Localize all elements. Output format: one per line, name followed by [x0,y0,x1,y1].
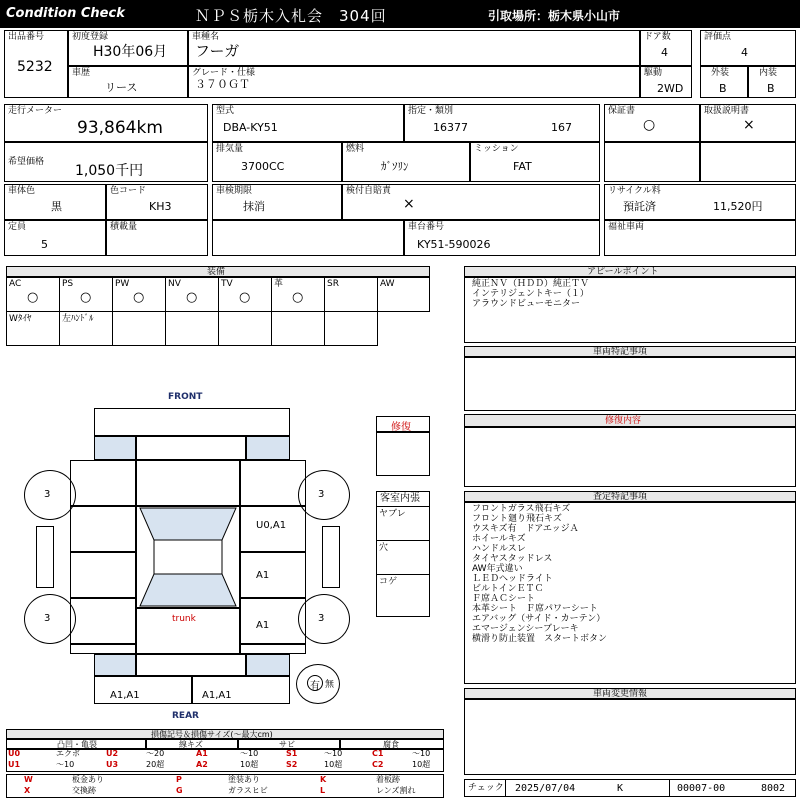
glass-outline [136,506,240,608]
header-center: ＮＰＳ栃木入札会 304回 [195,7,387,25]
legend-desc: ガラスヒビ [228,786,268,795]
name-value: フーガ [195,42,240,60]
reg-value: H30年06月 [93,44,168,60]
fuel-label: 燃料 [346,144,365,154]
damage-mark-rear-right-fender: A1 [256,620,270,631]
legend-extra-border [6,774,444,798]
price-box [4,142,208,182]
legend-code: P [176,775,182,784]
drive-box [640,66,692,98]
footer-divider [505,780,506,796]
note-line: ビルトインＥＴＣ [472,584,544,594]
legend-group-label: 凸凹・亀裂 [57,740,97,749]
recycle-amount: 11,520円 [713,200,763,213]
equip-cell-ps [59,277,113,312]
legend-code: C1 [372,749,384,758]
footer-code: 00007-00 [677,783,726,794]
rear-left-door[interactable] [70,552,136,598]
left-mirror[interactable] [36,526,54,588]
appeal-line: 純正ＮＶ（ＨＤＤ）純正ＴＶ [472,279,590,289]
note-line: 本革シート Ｆ席パワーシート [472,604,598,614]
legend-desc: 塗装あり [228,775,260,784]
legend-desc: 10超 [412,760,431,769]
note-line: Ｆ席ＡＣシート [472,594,536,604]
appeal-box [464,277,796,343]
legend-code: W [24,775,33,784]
displacement-box [212,142,342,182]
legend-code: A2 [196,760,208,769]
note-line: エアバッグ（サイド・カーテン） [472,614,606,624]
legend-group-label: サビ [279,740,295,749]
equip-label-leather: 革 [274,279,284,289]
lot-value: 5232 [17,59,53,75]
legend-desc: エクボ [56,749,80,758]
legend-code: G [176,786,183,795]
header-left: Condition Check [6,6,125,21]
name-box [188,30,640,66]
price-value: 1,050千円 [75,163,144,179]
recycle-label: リサイクル料 [608,186,661,196]
price-label: 希望価格 [8,157,45,167]
equip-cell-aw [377,277,430,312]
inspection-label: 車検期限 [216,186,253,196]
legend-code: U0 [8,749,21,758]
windshield[interactable] [140,508,236,540]
rear-right-door[interactable] [240,552,306,598]
header-bar [0,0,800,28]
equip2-cell [218,311,272,346]
spare-yes-label: 有 [310,681,320,692]
load-label: 積載量 [110,222,138,232]
history-label: 車歴 [72,68,91,78]
capacity-box [4,220,106,256]
front-bumper[interactable] [94,408,290,436]
interior-divider [377,506,429,507]
legend-group [238,739,340,749]
equip-cell-leather [271,277,325,312]
front-label: FRONT [168,392,203,402]
mileage-label: 走行メーター [8,106,63,116]
note-line: フロントガラス飛石キズ [472,504,571,514]
recycle-status: 預託済 [623,200,656,213]
tire-rear-right-value: 3 [318,613,325,624]
capacity-label: 定員 [8,222,27,232]
note-line: フロント廻り飛石キズ [472,514,562,524]
manual-value: × [743,117,755,133]
equip-label-aw: AW [380,279,395,289]
legend-code: U3 [106,760,119,769]
ext-box [700,66,748,98]
appeal-title: アピールポイント [587,267,659,277]
rear-bumper-left[interactable] [94,676,192,704]
special-box [464,357,796,411]
rear-right-light[interactable] [246,654,290,676]
equip-value-pw: ○ [133,290,145,305]
car-diagram [20,408,360,708]
designation-box [404,104,600,142]
equip2-label-lhd: 左ﾊﾝﾄﾞﾙ [62,314,94,324]
warranty-blank [604,142,700,182]
equipment-title-bar [6,266,430,277]
displacement-value: 3700CC [241,160,285,173]
repair-content [376,432,430,476]
notes-title-bar [464,491,796,502]
interior-divider [377,540,429,541]
vin-label: 車台番号 [408,222,445,232]
doors-label: ドア数 [644,32,671,42]
note-line: ウスキズ有 ドアエッジＡ [472,524,579,534]
color-value: 黒 [51,200,62,213]
tire-rear-left[interactable] [24,594,76,644]
designation-value2: 167 [551,121,572,134]
right-mirror[interactable] [322,526,340,588]
equip-value-tv: ○ [239,290,251,305]
grade-value: ３７０ＧＴ [195,78,250,91]
equip-cell-ac [6,277,60,312]
special-title: 車両特記事項 [593,347,648,357]
colorcode-label: 色コード [110,186,147,196]
legend-code: L [320,786,326,795]
rating-label: 評価点 [704,32,732,42]
tire-front-right-value: 3 [318,489,325,500]
rear-window[interactable] [140,574,236,606]
note-line: AW年式違い [472,564,523,574]
manual-blank [700,142,796,182]
equip2-cell [112,311,166,346]
footer-divider [669,780,670,796]
insurance-value: × [403,196,415,212]
model-box [212,104,404,142]
ext-label: 外装 [711,68,730,78]
insurance-box [342,184,600,220]
int-label: 内装 [759,68,778,78]
note-line: タイヤスタッドレス [472,554,553,564]
mileage-value: 93,864km [77,118,163,138]
interior-title: 客室内張 [380,493,420,504]
rear-left-quarter[interactable] [70,644,136,654]
legend-desc: ～10 [324,749,343,758]
note-line: ホイールキズ [472,534,526,544]
welfare-box [604,220,796,256]
legend-code: S1 [286,749,298,758]
legend-desc: ～10 [240,749,259,758]
history-box [68,66,188,98]
drive-value: 2WD [657,82,684,95]
notes-box [464,502,796,684]
manual-label: 取扱説明書 [704,106,750,116]
legend-code: C2 [372,760,384,769]
hood[interactable] [136,460,240,506]
legend-desc: ～10 [412,749,431,758]
equip-label-tv: TV [221,279,233,289]
legend-desc: 10超 [324,760,343,769]
insurance-label: 検付自賠責 [346,186,392,196]
load-box [106,220,208,256]
color-label: 車体色 [8,186,36,196]
legend-desc: 20超 [146,760,165,769]
reg-label: 初度登録 [72,32,109,42]
legend-group [146,739,238,749]
legend-desc: レンズ割れ [376,786,416,795]
equip-label-ac: AC [9,279,22,289]
legend-desc: 板金あり [72,775,104,784]
int-box [748,66,796,98]
int-value: B [767,82,775,95]
lot-label: 出品番号 [8,32,45,42]
legend-desc: ～20 [146,749,165,758]
footer-check-bar [464,779,796,797]
legend-code-border [6,749,444,772]
notes-title: 査定特記事項 [593,492,648,502]
recycle-box [604,184,796,220]
model-value: DBA-KY51 [223,121,278,134]
check-label: チェック [468,783,504,793]
legend-group-label: 線キズ [179,740,203,749]
name-label: 車種名 [192,32,220,42]
grade-box [188,66,640,98]
designation-value1: 16377 [433,121,468,134]
front-left-fender[interactable] [70,460,136,506]
designation-label: 指定・類別 [408,106,454,116]
interior-row-hole: 穴 [379,543,389,553]
trunk-label: trunk [172,614,196,624]
legend-desc: 10超 [240,760,259,769]
equip-label-sr: SR [327,279,339,289]
rating-value: 4 [741,46,748,59]
note-line: ＬＥＤヘッドライト [472,574,553,584]
legend-group [6,739,146,749]
doors-value: 4 [661,46,668,59]
appeal-line: インテリジェントキー（１） [472,289,589,299]
damage-mark-rear-bumper-right: A1,A1 [202,690,232,701]
check-date: 2025/07/04 [515,783,576,794]
model-label: 型式 [216,106,235,116]
interior-row-burn: コゲ [379,577,398,587]
rear-left-light[interactable] [94,654,136,676]
equip2-cell [324,311,378,346]
front-right-fender[interactable] [240,460,306,506]
legend-code: U1 [8,760,21,769]
spare-yes-circle [307,675,323,691]
colorcode-value: KH3 [149,200,172,213]
front-left-light[interactable] [94,436,136,460]
note-line: エマージェンシーブレーキ [472,624,579,634]
legend-code: S2 [286,760,298,769]
equip-cell-sr [324,277,378,312]
checker: K [617,783,624,794]
appeal-line: アラウンドビューモニター [472,299,581,309]
welfare-label: 福祉車両 [608,222,645,232]
equip2-label-wtire: Wﾀｲﾔ [9,314,32,324]
rear-panel[interactable] [136,654,246,676]
history-value: リース [105,81,138,94]
equip-label-pw: PW [115,279,130,289]
legend-code: A1 [196,749,208,758]
rear-left-fender[interactable] [70,598,136,644]
spare-tire-indicator [296,664,340,704]
vin-blank [212,220,404,256]
tire-rear-right[interactable] [298,594,350,644]
reg-box [68,30,188,66]
ext-value: B [719,82,727,95]
equip-value-ac: ○ [27,290,39,305]
legend-desc: 着板跡 [376,775,400,784]
legend-group-label: 腐食 [383,740,399,749]
mission-label: ミッション [474,144,519,154]
tire-front-left[interactable] [24,470,76,520]
equipment-title: 装備 [207,267,226,277]
displacement-label: 排気量 [216,144,244,154]
inspection-box [212,184,342,220]
legend-title-bar [6,729,444,739]
warranty-label: 保証書 [608,106,636,116]
equip2-cell-wtire [6,311,60,346]
rear-right-quarter[interactable] [240,644,306,654]
capacity-value: 5 [41,238,48,251]
equip-value-nv: ○ [186,290,198,305]
legend-desc: ～10 [56,760,75,769]
tire-front-left-value: 3 [44,489,51,500]
note-line: 横滑り防止装置 スタートボタン [472,634,608,644]
repair-detail-title: 修復内容 [605,416,642,426]
damage-mark-front-right-door: U0,A1 [256,520,287,531]
legend-code: U2 [106,749,119,758]
mission-value: FAT [513,160,532,173]
grade-label: グレード・仕様 [192,68,256,78]
vin-box [404,220,600,256]
repair-title: 修復 [391,422,411,433]
equip-cell-pw [112,277,166,312]
legend-desc: 交換跡 [72,786,96,795]
damage-mark-rear-right-door: A1 [256,570,270,581]
legend-title: 損傷記号＆損傷サイズ(～最大cm) [151,730,273,739]
tire-front-right[interactable] [298,470,350,520]
mileage-box [4,104,208,142]
repair-detail-box [464,427,796,487]
legend-code: X [24,786,31,795]
vin-value: KY51-590026 [417,238,491,251]
interior-divider [377,574,429,575]
equip2-cell [165,311,219,346]
legend-group [340,739,444,749]
change-box [464,699,796,775]
equip-value-ps: ○ [80,290,92,305]
spare-no-label: 無 [325,680,335,690]
change-title-bar [464,688,796,699]
equip2-cell-lhd [59,311,113,346]
legend-table [6,739,444,799]
mission-box [470,142,600,182]
equip-label-nv: NV [168,279,181,289]
equip-label-ps: PS [62,279,74,289]
interior-box [376,491,430,617]
manual-box [700,104,796,142]
equip2-cell [271,311,325,346]
rear-label: REAR [172,711,199,721]
footer-number: 8002 [761,783,786,794]
change-title: 車両変更情報 [593,689,648,699]
legend-code: K [320,775,327,784]
interior-row-tear: ヤブレ [379,509,406,519]
repair-detail-title-bar [464,414,796,427]
front-left-door[interactable] [70,506,136,552]
doors-box [640,30,692,66]
drive-label: 駆動 [644,68,663,78]
inspection-value: 抹消 [243,200,265,213]
repair-box [376,416,430,432]
equip-cell-nv [165,277,219,312]
warranty-box [604,104,700,142]
colorcode-box [106,184,208,220]
front-right-light[interactable] [246,436,290,460]
equip-value-leather: ○ [292,290,304,305]
warranty-value: ○ [643,117,656,133]
header-right: 引取場所：栃木県小山市 [488,9,621,23]
rear-right-fender[interactable] [240,598,306,644]
front-grille[interactable] [136,436,246,460]
equip-cell-tv [218,277,272,312]
fuel-box [342,142,470,182]
note-line: ハンドルスレ [472,544,526,554]
rating-box [700,30,796,66]
special-title-bar [464,346,796,357]
fuel-value: ｶﾞｿﾘﾝ [381,160,409,173]
roof-panel[interactable] [154,540,222,574]
lot-box [4,30,68,98]
color-box [4,184,106,220]
damage-mark-rear-bumper-left: A1,A1 [110,690,140,701]
tire-rear-left-value: 3 [44,613,51,624]
appeal-title-bar [464,266,796,277]
equipment-grid [6,277,430,347]
